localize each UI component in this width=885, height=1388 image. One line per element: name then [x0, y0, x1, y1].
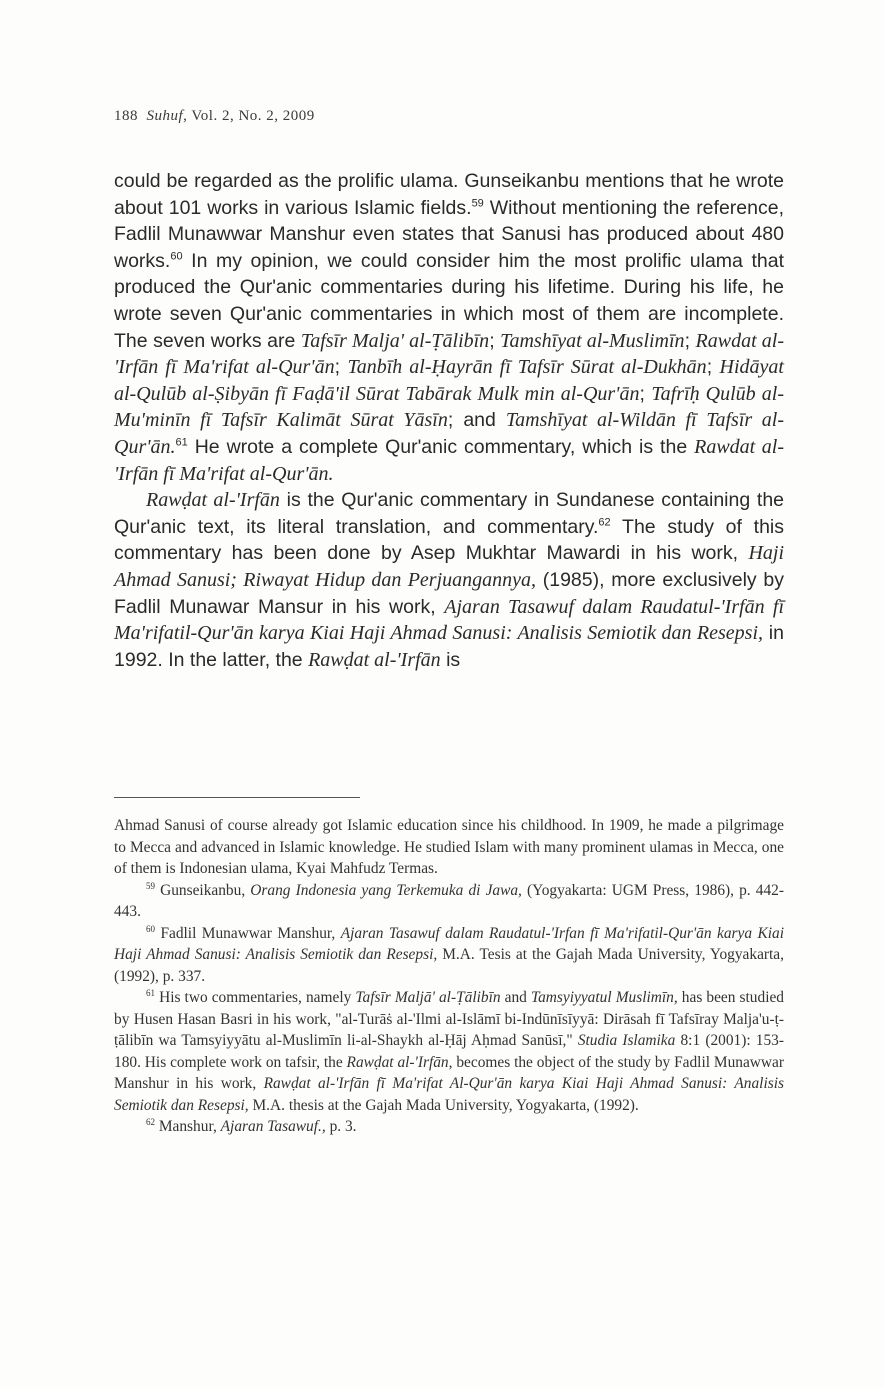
work-title: Tafsīr Malja' al-Ṭālibīn: [300, 329, 490, 352]
text-span: His two commentaries, namely: [155, 989, 356, 1006]
text-span: ;: [684, 329, 696, 352]
text-span: Manshur,: [155, 1118, 221, 1135]
journal-title: Suhuf: [146, 108, 184, 124]
footnote-ref: 60: [170, 250, 183, 263]
text-span: becomes the object of the study by Fadlil Munawwar Manshur in his work,: [114, 1053, 784, 1092]
text-span: In my opinion, we could consider him the most prolific ulama that produced the Qur'anic commentaries during his lifetime. During his life, he wrote seven Qur'anic commentaries in which most of them are incomplete. The seven works are: [114, 249, 784, 352]
text-span: He wrote a complete Qur'anic commentary, which is the: [187, 435, 695, 458]
footnote-62: [114, 1116, 784, 1138]
work-title: Rawḍat al-'Irfān fī Ma'rifat Al-Qur'ān karya Kiai Haji Ahmad Sanusi: Analisis Semiotik dan Resepsi,: [114, 1075, 784, 1114]
work-title: Ajaran Tasawuf dalam Raudatul-'Irfān fī Ma'rifatil-Qur'ān karya Kiai Haji Ahmad Sanusi: Analisis Semiotik dan Resepsi,: [114, 595, 784, 645]
footnotes: [114, 815, 784, 1138]
text-span: Fadlil Munawwar Manshur,: [155, 924, 341, 942]
text-span: M.A. Tesis at the Gajah Mada University, Yogyakarta, (1992), p. 337.: [114, 946, 784, 985]
work-title: Tamshīyat al-Muslimīn: [500, 329, 685, 352]
running-header: [114, 108, 315, 125]
footnote-divider: [114, 797, 360, 798]
text-span: and: [500, 989, 531, 1006]
footnote-continuation: Ahmad Sanusi of course already got Islamic education since his childhood. In 1909, he made a pilgrimage to Mecca and advanced in Islamic knowledge. He studied Islam with many prominent ulamas in Mecca, one of them is Indonesian ulama, Kyai Mahfudz Termas.: [114, 817, 784, 877]
text-span: is: [440, 648, 461, 671]
work-title: Tafrīḥ Qulūb al-Mu'minīn fī Tafsīr Kalimāt Sūrat Yāsīn: [114, 382, 784, 432]
text-span: p. 3.: [325, 1118, 357, 1135]
work-title: Orang Indonesia yang Terkemuka di Jawa,: [250, 881, 522, 899]
footnote-59: [114, 880, 784, 923]
footnote-number: 62: [146, 1116, 155, 1127]
footnote-ref: 62: [598, 516, 611, 529]
text-span: The study of this commentary has been done by Asep Mukhtar Mawardi in his work,: [114, 515, 785, 565]
text-span: could be regarded as the prolific ulama. Gunseikanbu mentions that he wrote about 101 works in various Islamic fields.: [114, 170, 784, 219]
text-span: ;: [489, 329, 501, 352]
work-title: Rawḍat al-'Irfān: [308, 648, 441, 671]
footnote-number: 59: [146, 880, 155, 891]
work-title: Tamshīyat al-Wildān fī Tafsīr al-Qur'ān.: [114, 409, 785, 458]
footnote-60: [114, 923, 784, 988]
footnote-number: 61: [146, 987, 155, 998]
work-title: Rawdat al-'Irfān fī Ma'rifat al-Qur'ān: [114, 329, 784, 379]
text-span: has been studied by Husen Hasan Basri in his work, "al-Turāṡ al-'Ilmi al-Islāmī bi-Indūnīsīyyā: Dirāsah fī Tafsīray Malja'u-ṭ-ṭālibīn wa Tamsyiyyātu al-Muslimīn li-al-Shaykh al-Ḥāj Aḥmad Sanūsī,": [114, 989, 784, 1049]
footnote-number: 60: [146, 923, 155, 934]
text-span: M.A. thesis at the Gajah Mada University, Yogyakarta, (1992).: [248, 1096, 639, 1114]
work-title: Hidāyat al-Qulūb al-Ṣibyān fī Faḍā'il Sūrat Tabārak Mulk min al-Qur'ān: [114, 356, 784, 405]
text-span: ;: [706, 356, 720, 379]
work-title: Tafsīr Maljā' al-Ṭālibīn: [355, 989, 501, 1006]
text-span: Without mentioning the reference, Fadlil Munawwar Manshur even states that Sanusi has produced about 480 works.: [114, 196, 784, 272]
footnote-ref: 61: [175, 436, 188, 449]
body-paragraph-2: [114, 487, 784, 673]
text-span: Gunseikanbu,: [155, 881, 251, 899]
work-title: Tamsyiyyatul Muslimīn,: [530, 989, 678, 1006]
text-span: ; and: [447, 409, 506, 432]
work-title: Rawdat al-'Irfān fī Ma'rifat al-Qur'ān.: [114, 435, 784, 485]
work-title: Rawḍat al-'Irfān,: [346, 1053, 453, 1071]
text-span: ;: [639, 382, 652, 405]
text-span: is the Qur'anic commentary in Sundanese containing the Qur'anic text, its literal translation, and commentary.: [114, 489, 785, 538]
body-paragraph-1: [114, 168, 784, 487]
work-title: Studia Islamika: [577, 1032, 676, 1049]
body-text: [114, 168, 784, 673]
work-title: Rawḍat al-'Irfān: [146, 489, 280, 512]
text-span: ;: [334, 356, 348, 379]
text-span: (1985), more exclusively by Fadlil Munawar Mansur in his work,: [114, 568, 784, 618]
footnote-61: [114, 987, 784, 1116]
work-title: Haji Ahmad Sanusi; Riwayat Hidup dan Perjuangannya,: [114, 542, 784, 591]
text-span: in 1992. In the latter, the: [114, 622, 784, 671]
work-title: Tanbīh al-Ḥayrān fī Tafsīr Sūrat al-Dukhān: [347, 356, 707, 379]
volume-issue: , Vol. 2, No. 2, 2009: [183, 108, 315, 124]
text-span: 8:1 (2001): 153-180. His complete work on tafsir, the: [114, 1032, 784, 1071]
work-title: Ajaran Tasawuf dalam Raudatul-'Irfan fī Ma'rifatil-Qur'ān karya Kiai Haji Ahmad Sanusi: Analisis Semiotik dan Resepsi,: [114, 924, 784, 963]
footnote-ref: 59: [471, 197, 484, 210]
page-number: 188: [114, 108, 138, 124]
work-title: Ajaran Tasawuf.,: [220, 1118, 326, 1135]
text-span: (Yogyakarta: UGM Press, 1986), p. 442-443.: [114, 881, 784, 920]
